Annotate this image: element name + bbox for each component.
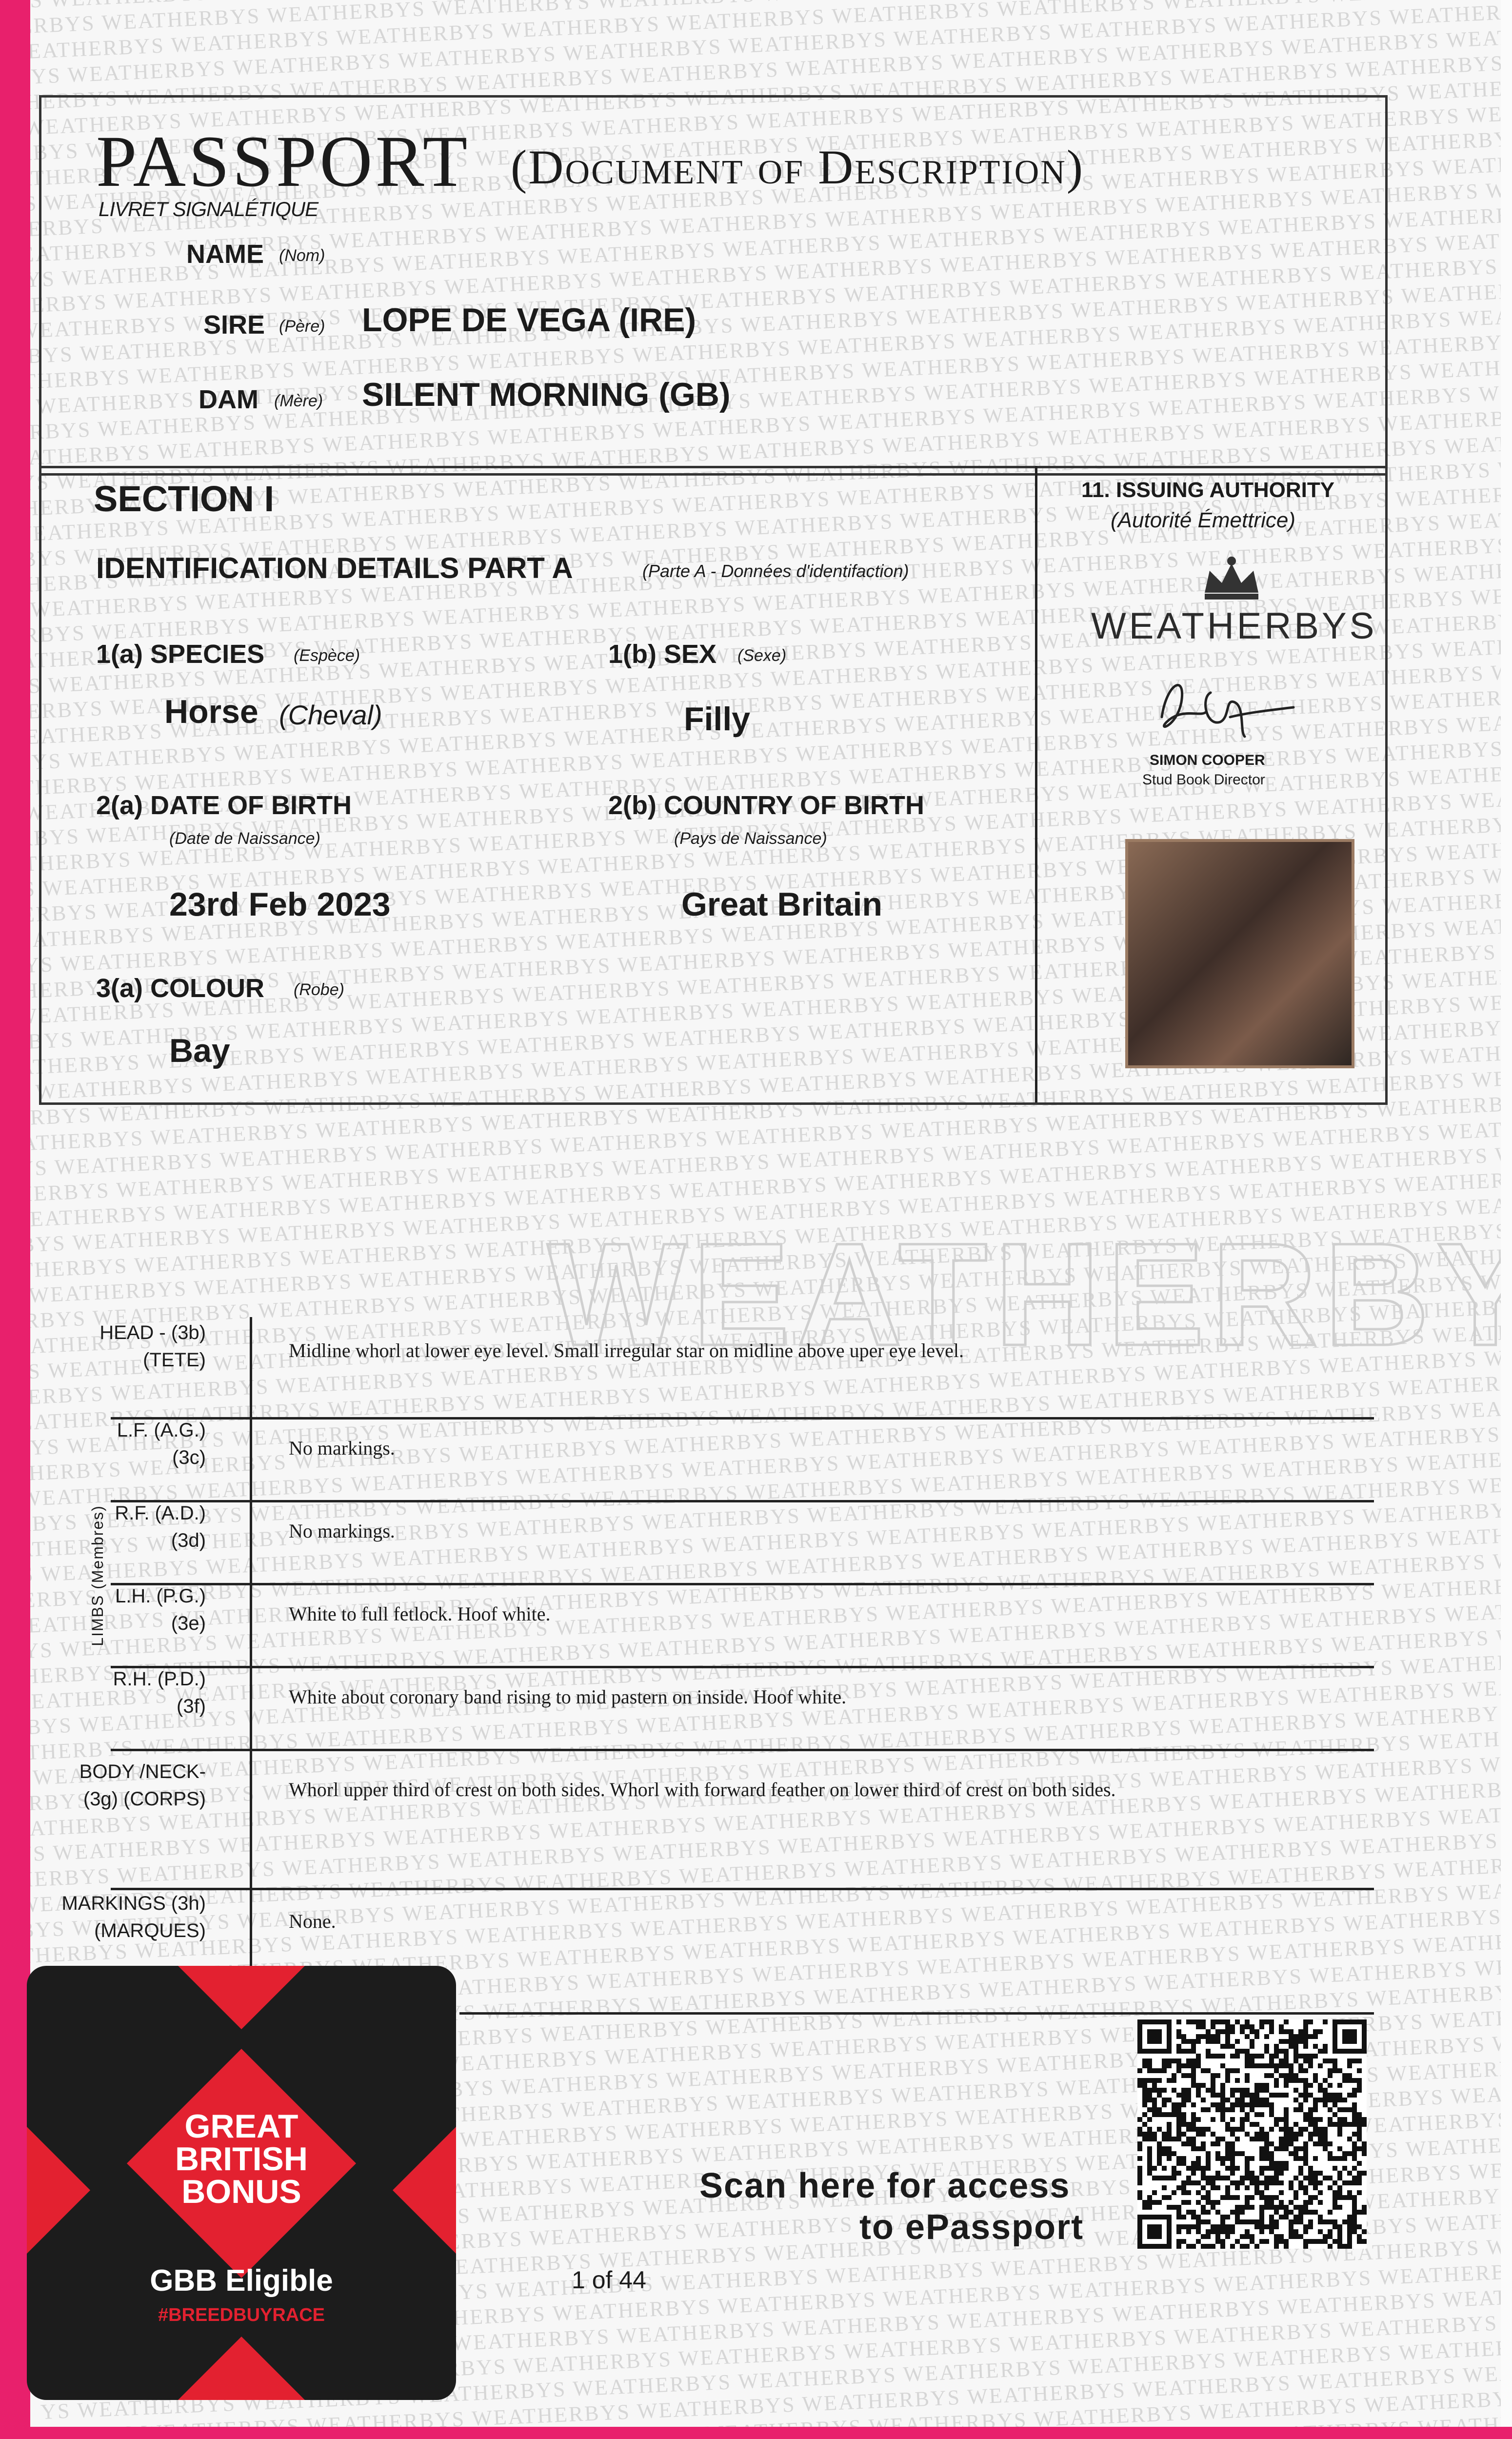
gbb-line-2: BRITISH [175, 2140, 308, 2178]
security-background-text: EATHERBYS WEATHERBYS WEATHERBYS WEATHERBYS WEATHERBYS WEATHERBYS WEATHERBYS WEATHERBYS WEATHERBYS WEATHERBYS WEATHERBYS WEATHERBYS WEATHERBYS WEATHERBYS WEATHERBYS WEATHERBYS WEATHERBYS WEATHERBYS WEATHERBYS WEATHERBYS HERBYS WEATHERBYS WEATHERBYS WEATHERBYS WEATHERBYS WEATHERBYS WEATHERBYS WEATHERBYS WEATHERBYS WEATHERBYS WEATHERBYS WEATHERBYS WEATHERBYS WEATHERBYS WEATHERBYS WEATHERBYS WEATHERBYS WEATHERBYS WEATHERBYS WEATHERBYS WEATHERBYS WEATHERBYS WEATHERBYS WEATHERBYS WEATHERBYS WEATHERBYS WEATHERBYS WEATHERBYS WEATHERBYS WEATHERBYS THERBYS WEATHERBYS WEATHERBYS WEATHERBYS WEATHERBYS WEATHERBYS WEATHERBYS WEATHERBYS WEATHERBYS WEATHERBYS WEATHERBYS WEATHERBYS WEATHERBYS WEATHERBYS WEATHERBYS WEATHERBYS WEATHERBYS WEATHERBYS WEATHERBYS WEATHERBYS WEATHERBYS WEATHERBYS WEATHERBYS WEATHERBYS WEATHERBYS WEATHERBYS WEATHERBYS WEATHERBYS WEATHERBYS ATHERBYS WEATHERBYS WEATHERBYS WEATHERBYS WEATHERBYS WEATHERBYS WEATHERBYS WEATHERBYS WEATHERBYS WEATHERBYS WEATHERBYS WEATHERBYS WEATHERBYS WEATHERBYS WEATHERBYS WEATHERBYS WEATHERBYS WEATHERBYS WEATHERBYS WEATHERBYS WEATHERBYS WEATHERBYS WEATHERBYS WEATHERBYS WEATHERBYS WEATHERBYS WEATHERBYS WEATHERBYS WEATHERBYS EATHERBYS WEATHERBYS WEATHERBYS WEATHERBYS WEATHERBYS WEATHERBYS WEATHERBYS WEATHERBYS WEATHERBYS WEATHERBYS WEATHERBYS WEATHERBYS WEATHERBYS WEATHERBYS WEATHERBYS WEATHERBYS WEATHERBYS WEATHERBYS WEATHERBYS WEATHERBYS HERBYS WEATHERBYS WEATHERBYS WEATHERBYS WEATHERBYS WEATHERBYS WEATHERBYS WEATHERBYS WEATHERBYS WEATHERBYS WEATHERBYS WEATHERBYS WEATHERBYS WEATHERBYS WEATHERBYS WEATHERBYS WEATHERBYS WEATHERBYS WEATHERBYS WEATHERBYS WEATHERBYS WEATHERBYS WEATHERBYS WEATHERBYS WEATHERBYS WEATHERBYS WEATHERBYS WEATHERBYS WEATHERBYS WEATHERBYS THERBYS WEATHERBYS WEATHERBYS WEATHERBYS WEATHERBYS WEATHERBYS WEATHERBYS WEATHERBYS WEATHERBYS WEATHERBYS WEATHERBYS WEATHERBYS WEATHERBYS WEATHERBYS WEATHERBYS WEATHERBYS WEATHERBYS WEATHERBYS WEATHERBYS WEATHERBYS WEATHERBYS WEATHERBYS WEATHERBYS WEATHERBYS WEATHERBYS WEATHERBYS WEATHERBYS WEATHERBYS WEATHERBYS ATHERBYS WEATHERBYS WEATHERBYS WEATHERBYS WEATHERBYS WEATHERBYS WEATHERBYS WEATHERBYS WEATHERBYS WEATHERBYS WEATHERBYS WEATHERBYS WEATHERBYS WEATHERBYS WEATHERBYS WEATHERBYS WEATHERBYS WEATHERBYS WEATHERBYS WEATHERBYS ERBYS WEATHERBYS WEATHERBYS WEATHERBYS WEATHERBYS WEATHERBYS WEATHERBYS WEATHERBYS WEATHERBYS WEATHERBYS EATHERBYS WEATHERBYS WEATHERBYS WEATHERBYS WEATHERBYS WEATHERBYS WEATHERBYS WEATHERBYS WEATHERBYS WEATHERBYS WEATHERBYS WEATHERBYS WEATHERBYS WEATHERBYS WEATHERBYS WEATHERBYS WEATHERBYS WEATHERBYS WEATHERBYS WEATHERBYS HERBYS WEATHERBYS WEATHERBYS WEATHERBYS WEATHERBYS WEATHERBYS WEATHERBYS WEATHERBYS WEATHERBYS WEATHERBYS WEATHERBYS WEATHERBYS WEATHERBYS WEATHERBYS WEATHERBYS WEATHERBYS WEATHERBYS WEATHERBYS WEATHERBYS WEATHERBYS WEATHERBYS WEATHERBYS WEATHERBYS WEATHERBYS WEATHERBYS WEATHERBYS WEATHERBYS WEATHERBYS WEATHERBYS THERBYS WEATHERBYS WEATHERBYS WEATHERBYS WEATHERBYS WEATHERBYS WEATHERBYS WEATHERBYS WEATHERBYS WEATHERBYS WEATHERBYS WEATHERBYS WEATHERBYS WEATHERBYS WEATHERBYS WEATHERBYS WEATHERBYS WEATHERBYS WEATHERBYS WEATHERBYS RBYS WEATHERBYS WEATHERBYS WEATHERBYS WEATHERBYS WEATHERBYS WEATHERBYS WEATHERBYS WEATHERBYS WEATHERBYS ATHERBYS WEATHERBYS WEATHERBYS WEATHERBYS WEATHERBYS WEATHERBYS WEATHERBYS WEATHERBYS WEATHERBYS WEATHERBYS WEATHERBYS WEATHERBYS WEATHERBYS WEATHERBYS WEATHERBYS WEATHERBYS WEATHERBYS ERBYS WEATHERBYS WEATHERBYS WEATHERBYS WEATHERBYS WEATHERBYS WEATHERBYS WEATHERBYS EATHERBYS WEATHERBYS WEATHERBYS WEATHERBYS WEATHERBYS WEATHERBYS WEATHERBYS WEATHERBYS WEATHERBYS WEATHERBYS WEATHERBYS WEATHERBYS WEATHERBYS WEATHERBYS WEATHERBYS WEATHERBYS WEATHERBYS HERBYS WEATHERBYS WEATHERBYS WEATHERBYS WEATHERBYS WEATHERBYS WEATHERBYS WEATHERBYS WEATHERBYS WEATHERBYS WEATHERBYS WEATHERBYS WEATHERBYS WEATHERBYS WEATHERBYS WEATHERBYS WEATHERBYS WEATHERBYS WEATHERBYS WEATHERBYS WEATHERBYS WEATHERBYS WEATHERBYS WEATHERBYS WEATHERBYS THERBYS WEATHERBYS WEATHERBYS WEATHERBYS WEATHERBYS WEATHERBYS WEATHERBYS WEATHERBYS WEATHERBYS WEATHERBYS WEATHERBYS WEATHERBYS WEATHERBYS WEATHERBYS WEATHERBYS WEATHERBYS WEATHERBYS WEATHERBYS RBYS WEATHERBYS WEATHERBYS WEATHERBYS WEATHERBYS WEATHERBYS WEATHERBYS WEATHERBYS WEATHERBYS WEATHERBYS ATHERBYS WEATHERBYS WEATHERBYS WEATHERBYS WEATHERBYS WEATHERBYS WEATHERBYS WEATHERBYS WEATHERBYS WEATHERBYS WEATHERBYS WEATHERBYS WEATHERBYS WEATHERBYS WEATHERBYS WEATHERBYS WEATHERBYS WEATHERBYS WEATHERBYS WEATHERBYS ERBYS WEATHERBYS WEATHERBYS WEATHERBYS WEATHERBYS WEATHERBYS WEATHERBYS WEATHERBYS WEATHERBYS WEATHERBYS EATHERBYS WEATHERBYS WEATHERBYS WEATHERBYS WEATHERBYS WEATHERBYS WEATHERBYS WEATHERBYS WEATHERBYS WEATHERBYS WEATHERBYS WEATHERBYS WEATHERBYS WEATHERBYS WEATHERBYS WEATHERBYS WEATHERBYS WEATHERBYS WEATHERBYS HERBYS WEATHERBYS WEATHERBYS WEATHERBYS WEATHERBYS WEATHERBYS WEATHERBYS WEATHERBYS WEATHERBYS WEATHERBYS WEATHERBYS WEATHERBYS WEATHERBYS WEATHERBYS WEATHERBYS WEATHERBYS WEATHERBYS WEATHERBYS WEATHERBYS WEATHERBYS BYS WEATHERBYS WEATHERBYS WEATHERBYS WEATHERBYS WEATHERBYS WEATHERBYS WEATHERBYS WEATHERBYS WEATHERBYS THERBYS WEATHERBYS WEATHERBYS WEATHERBYS WEATHERBYS WEATHERBYS WEATHERBYS WEATHERBYS WEATHERBYS WEATHERBYS WEATHERBYS WEATHERBYS WEATHERBYS WEATHERBYS WEATHERBYS WEATHERBYS WEATHERBYS WEATHERBYS WEATHERBYS WEATHERBYS RBYS WEATHERBYS WEATHERBYS WEATHERBYS WEATHERBYS WEATHERBYS WEATHERBYS WEATHERBYS WEATHERBYS WEATHERBYS ATHERBYS WEATHERBYS WEATHERBYS WEATHERBYS WEATHERBYS WEATHERBYS WEATHERBYS WEATHERBYS WEATHERBYS WEATHERBYS WEATHERBYS WEATHERBYS WEATHERBYS WEATHERBYS WEATHERBYS WEATHERBYS WEATHERBYS WEATHERBYS WEATHERBYS ERBYS WEATHERBYS WEATHERBYS WEATHERBYS WEATHERBYS WEATHERBYS WEATHERBYS WEATHERBYS WEATHERBYS WEATHERBYS EATHERBYS WEATHERBYS WEATHERBYS WEATHERBYS WEATHERBYS WEATHERBYS WEATHERBYS WEATHERBYS WEATHERBYS WEATHERBYS YS WEATHERBYS WEATHERBYS WEATHERBYS WEATHERBYS WEATHERBYS WEATHERBYS WEATHERBYS WEATHERBYS WEATHERBYS HERBYS WEATHERBYS WEATHERBYS WEATHERBYS WEATHERBYS WEATHERBYS WEATHERBYS WEATHERBYS WEATHERBYS WEATHERBYS WEATHERBYS WEATHERBYS WEATHERBYS WEATHERBYS WEATHERBYS WEATHERBYS WEATHERBYS WEATHERBYS WEATHERBYS WEATHERBYS BYS WEATHERBYS WEATHERBYS WEATHERBYS WEATHERBYS WEATHERBYS WEATHERBYS WEATHERBYS WEATHERBYS WEATHERBYS THERBYS WEATHERBYS WEATHERBYS WEATHERBYS WEATHERBYS WEATHERBYS WEATHERBYS WEATHERBYS WEATHERBYS WEATHERBYS WEATHERBYS WEATHERBYS WEATHERBYS WEATHERBYS WEATHERBYS WEATHERBYS WEATHERBYS WEATHERBYS WEATHERBYS WEATHERBYS RBYS WEATHERBYS WEATHERBYS WEATHERBYS WEATHERBYS WEATHERBYS WEATHERBYS WEATHERBYS WEATHERBYS WEATHERBYS ATHERBYS WEATHERBYS WEATHERBYS WEATHERBYS WEATHERBYS WEATHERBYS WEATHERBYS WEATHERBYS WEATHERBYS WEATHERBYS WEATHERBYS WEATHERBYS WEATHERBYS WEATHERBYS WEATHERBYS WEATHERBYS WEATHERBYS WEATHERBYS WEATHERBYS ERBYS WEATHERBYS WEATHERBYS WEATHERBYS WEATHERBYS WEATHERBYS WEATHERBYS WEATHERBYS WEATHERBYS WEATHERBYS EATHERBYS WEATHERBYS WEATHERBYS WEATHERBYS WEATHERBYS WEATHERBYS WEATHERBYS WEATHERBYS WEATHERBYS WEATHERBYS YS WEATHERBYS WEATHERBYS WEATHERBYS WEATHERBYS WEATHERBYS WEATHERBYS WEATHERBYS WEATHERBYS WEATHERBYS HERBYS WEATHERBYS WEATHERBYS WEATHERBYS WEATHERBYS WEATHERBYS WEATHERBYS WEATHERBYS WEATHERBYS WEATHERBYS WEATHERBYS WEATHERBYS WEATHERBYS WEATHERBYS WEATHERBYS WEATHERBYS WEATHERBYS WEATHERBYS WEATHERBYS BYS WEATHERBYS WEATHERBYS WEATHERBYS WEATHERBYS WEATHERBYS WEATHERBYS WEATHERBYS WEATHERBYS WEATHERBYS THERBYS WEATHERBYS WEATHERBYS WEATHERBYS WEATHERBYS WEATHERBYS WEATHERBYS WEATHERBYS WEATHERBYS WEATHERBYS WEATHERBYS WEATHERBYS WEATHERBYS WEATHERBYS WEATHERBYS WEATHERBYS WEATHERBYS WEATHERBYS WEATHERBYS WEATHERBYS WEATHERBYS WEATHERBYS WEATHERBYS WEATHERBYS WEATHERBYS WEATHERBYS WEATHERBYS WEATHERBYS WEATHERBYS WEATHERBYS WEATHERBYS WEATHERBYS WEATHERBYS WEATHERBYS WEATHERBYS WEATHERBYS WEATHERBYS WEATHERBYS WEATHERBYS WEATHERBYS WEATHERBYS WEATHERBYS WEATHERBYS WEATHERBYS WEATHERBYS WEATHERBYS WEATHERBYS WEATHERBYS WEATHERBYS WEATHERBYS WEATHERBYS WEATHERBYS WEATHERBYS WEATHERBYS WEATHERBYS WEATHERBYS WEATHERBYS WEATHERBYS WEATHERBYS WEATHERBYS WEATHERBYS WEATHERBYS WEATHERBYS WEATHERBYS WEATHERBYS WEATHERBYS WEATHERBYS WEATHERBYS WEATHERBYS WEATHERBYS WEATHERBYS WEATHERBYS WEATHERBYS WEATHERBYS WEATHERBYS WEATHERBYS WEATHERBYS WEATHERBYS WEATHERBYS WEATHERBYS WEATHERBYS WEATHERBYS WEATHERBYS WEATHERBYS WEATHERBYS WEATHERBYS WEATHERBYS WEATHERBYS WEATHERBYS WEATHERBYS WEATHERBYS WEATHERBYS WEATHERBYS WEATHERBYS WEATHERBYS WEATHERBYS WEATHERBYS WEATHERBYS WEATHERBYS WEATHERBYS WEATHERBYS WEATHERBYS WEATHERBYS WEATHERBYS WEATHERBYS WEATHERBYS WEATHERBYS WEATHERBYS WEATHERBYS WEATHERBYS WEATHERBYS WEATHERBYS YS WEATHERBYS WEATHERBYS WEATHERBYS WEATHERBYS WEATHERBYS WEATHERBYS WEATHERBYS WEATHERBYS WEATHERBYS WEATHERBYS WEATHERBYS WEATHERBYS WEATHERBYS WEATHERBYS WEATHERBYS WEATHERBYS WEATHERBYS WEATHERBYS WEATHERBYS WEATHERBYS WEATHERBYS [30, 74, 1501, 2427]
species-value-fr: (Cheval) [279, 700, 382, 730]
section-subtitle: IDENTIFICATION DETAILS PART A [96, 552, 573, 584]
marking-row-rule [111, 1583, 1374, 1585]
crown-crest-icon [1200, 554, 1263, 602]
marking-value: None. [289, 1910, 336, 1932]
dam-label-fr: (Mère) [274, 392, 323, 410]
name-label: NAME [186, 240, 264, 269]
marking-label-sub: (3c) [172, 1447, 206, 1468]
marking-value: No markings. [289, 1520, 395, 1542]
gbb-hashtag: #BREEDBUYRACE [158, 2305, 325, 2325]
dob-label-fr: (Date de Naissance) [169, 829, 320, 848]
signatory-title: Stud Book Director [1142, 772, 1265, 788]
sex-label: 1(b) SEX [608, 640, 717, 669]
marking-label: HEAD - (3b) [99, 1322, 206, 1343]
marking-row-rule [111, 1749, 1374, 1751]
marking-label: L.F. (A.G.) [117, 1419, 206, 1441]
section-divider [1035, 466, 1037, 1102]
species-label-fr: (Espèce) [294, 646, 360, 665]
marking-value: Whorl upper third of crest on both sides. Whorl with forward feather on lower third of crest on both sides. [289, 1779, 1116, 1800]
marking-label: L.H. (P.G.) [115, 1585, 206, 1607]
marking-value: Midline whorl at lower eye level. Small irregular star on midline above uper eye level. [289, 1339, 964, 1361]
cob-value: Great Britain [681, 886, 882, 923]
colour-label: 3(a) COLOUR [96, 974, 265, 1003]
section-title: SECTION I [94, 479, 275, 519]
scan-line-2: to ePassport [859, 2208, 1084, 2247]
authority-logo-text: WEATHERBYS [1091, 605, 1377, 647]
marking-label-sub: (MARQUES) [94, 1920, 206, 1941]
scan-line-1: Scan here for access [699, 2166, 1071, 2205]
gbb-line-1: GREAT [184, 2108, 298, 2145]
marking-label-sub: (TETE) [143, 1349, 206, 1371]
colour-label-fr: (Robe) [294, 980, 344, 999]
authority-label-fr: (Autorité Émettrice) [1111, 508, 1295, 532]
sex-label-fr: (Sexe) [737, 646, 787, 665]
signatory-name: SIMON COOPER [1150, 752, 1265, 768]
marking-value: White to full fetlock. Hoof white. [289, 1603, 551, 1625]
pink-cover-edge [0, 0, 30, 2439]
marking-value: White about coronary band rising to mid pastern on inside. Hoof white. [289, 1686, 847, 1708]
passport-subtitle-fr: LIVRET SIGNALÉTIQUE [99, 198, 318, 220]
species-label: 1(a) SPECIES [96, 640, 265, 669]
dam-value: SILENT MORNING (GB) [362, 376, 731, 413]
dam-label: DAM [199, 385, 259, 414]
marking-label-sub: (3d) [171, 1530, 206, 1551]
authority-label: 11. ISSUING AUTHORITY [1081, 478, 1335, 502]
section-subtitle-fr: (Parte A - Données d'identifaction) [642, 561, 909, 581]
marking-label: R.H. (P.D.) [113, 1668, 206, 1690]
species-value: Horse [164, 693, 259, 730]
page-number: 1 of 44 [572, 2266, 646, 2294]
dob-value: 23rd Feb 2023 [169, 886, 391, 923]
signature [1147, 663, 1303, 741]
sex-value: Filly [684, 700, 751, 738]
dob-label: 2(a) DATE OF BIRTH [96, 791, 352, 820]
marking-label-sub: (3g) (CORPS) [83, 1788, 206, 1810]
sire-value: LOPE DE VEGA (IRE) [362, 301, 696, 339]
gbb-line-3: BONUS [181, 2173, 301, 2210]
security-hologram [1125, 839, 1354, 1068]
cob-label-fr: (Pays de Naissance) [674, 829, 827, 848]
name-label-fr: (Nom) [279, 246, 325, 265]
gbb-eligible: GBB Eligible [150, 2264, 333, 2298]
gbb-badge [27, 1966, 456, 2400]
marking-label-sub: (3e) [171, 1613, 206, 1634]
weatherbys-watermark: WEATHERBY [547, 1212, 1501, 1376]
marking-footer-rule [459, 2012, 1374, 2015]
marking-row-rule [111, 1417, 1374, 1419]
passport-title: PASSPORT [96, 121, 471, 202]
cob-label: 2(b) COUNTRY OF BIRTH [608, 791, 924, 820]
epassport-qr-code[interactable] [1137, 2019, 1367, 2249]
marking-label: BODY /NECK- [79, 1761, 206, 1782]
marking-row-rule [111, 1666, 1374, 1668]
marking-label: R.F. (A.D.) [115, 1502, 206, 1524]
passport-subtitle: (Document of Description) [511, 140, 1085, 194]
marking-label: MARKINGS (3h) [61, 1893, 206, 1914]
marking-row-rule [111, 1888, 1374, 1890]
marking-value: No markings. [289, 1437, 395, 1459]
markings-vertical-rule [250, 1317, 252, 2000]
sire-label-fr: (Père) [279, 317, 325, 336]
colour-value: Bay [169, 1032, 230, 1069]
sire-label: SIRE [203, 310, 265, 340]
limbs-label: LIMBS (Membres) [89, 1505, 106, 1646]
marking-row-rule [111, 1500, 1374, 1502]
marking-label-sub: (3f) [177, 1696, 206, 1717]
pink-cover-edge-bottom [0, 2427, 1512, 2439]
